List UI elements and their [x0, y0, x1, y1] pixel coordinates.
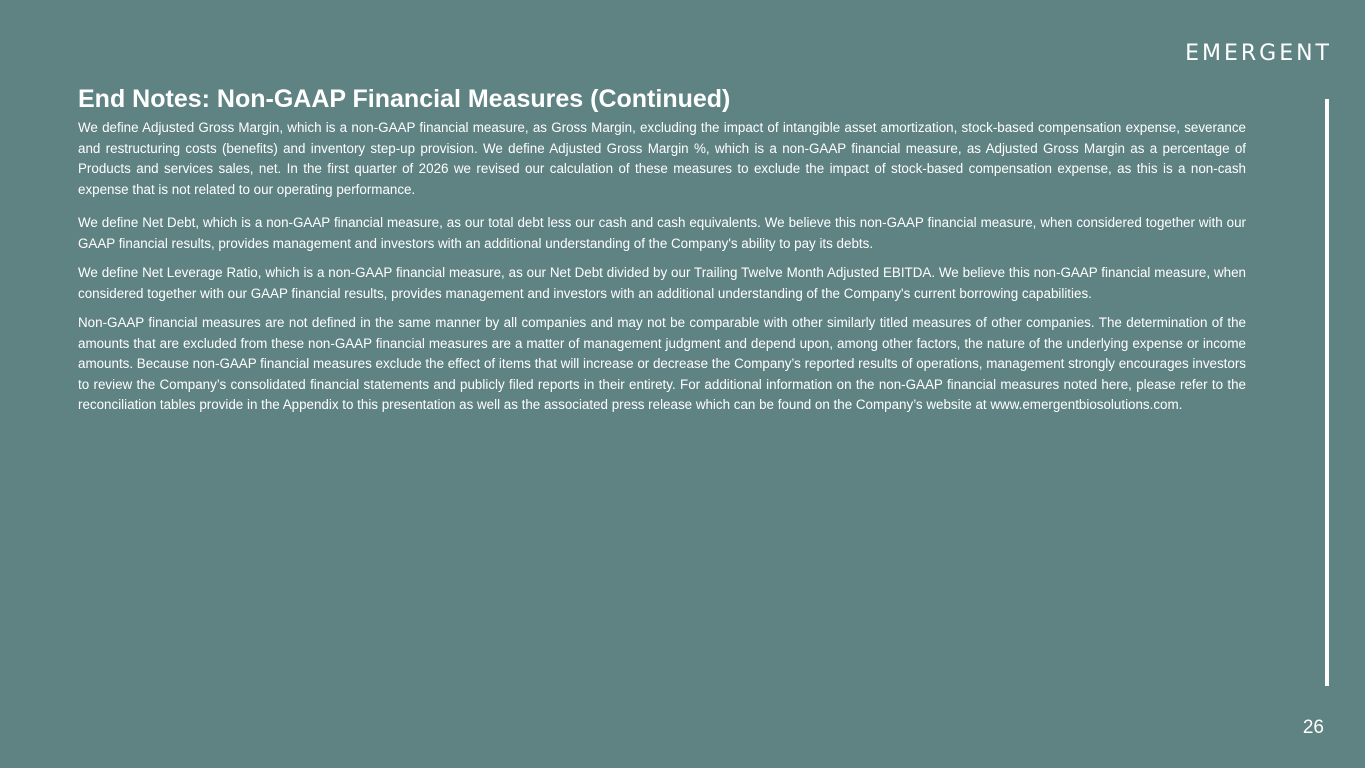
paragraph-net-leverage-ratio: We define Net Leverage Ratio, which is a non-GAAP financial measure, as our Net Debt divided by our Trailing Twelve Month Adjusted EBITDA. We believe this non-GAAP financial measure, when considered together with our GAAP financial results, provides management and investors with an additional understanding of the Company's current borrowing capabilities.: [78, 265, 1246, 301]
paragraph-net-debt: We define Net Debt, which is a non-GAAP financial measure, as our total debt less our cash and cash equivalents. We believe this non-GAAP financial measure, when considered together with our GAAP financial results, provides management and investors with an additional understanding of the Company's ability to pay its debts.: [78, 215, 1246, 251]
paragraph-adjusted-gross-margin: We define Adjusted Gross Margin, which is a non-GAAP financial measure, as Gross Margin, excluding the impact of intangible asset amortization, stock-based compensation expense, severance and restructuring costs (benefits) and inventory step-up provision. We define Adjusted Gross Margin %, which is a non-GAAP financial measure, as Adjusted Gross Margin as a percentage of Products and services sales, net. In the first quarter of 2026 we revised our calculation of these measures to exclude the impact of stock-based compensation expense, as this is a non-cash expense that is not related to our operating performance.: [78, 120, 1246, 197]
end-notes-body: [78, 118, 1246, 425]
page-number: 26: [1302, 717, 1324, 738]
company-logo: EMERGENT: [1185, 41, 1332, 66]
vertical-divider: [1325, 99, 1329, 686]
paragraph-non-gaap-disclaimer: Non-GAAP financial measures are not defined in the same manner by all companies and may not be comparable with other similarly titled measures of other companies. The determination of the amounts that are excluded from these non-GAAP financial measures are a matter of management judgment and depend upon, among other factors, the nature of the underlying expense or income amounts. Because non-GAAP financial measures exclude the effect of items that will increase or decrease the Company’s reported results of operations, management strongly encourages investors to review the Company’s consolidated financial statements and publicly filed reports in their entirety. For additional information on the non-GAAP financial measures noted here, please refer to the reconciliation tables provide in the Appendix to this presentation as well as the associated press release which can be found on the Company’s website at www.emergentbiosolutions.com.: [78, 315, 1246, 412]
slide-title: End Notes: Non-GAAP Financial Measures (Continued): [78, 85, 731, 113]
